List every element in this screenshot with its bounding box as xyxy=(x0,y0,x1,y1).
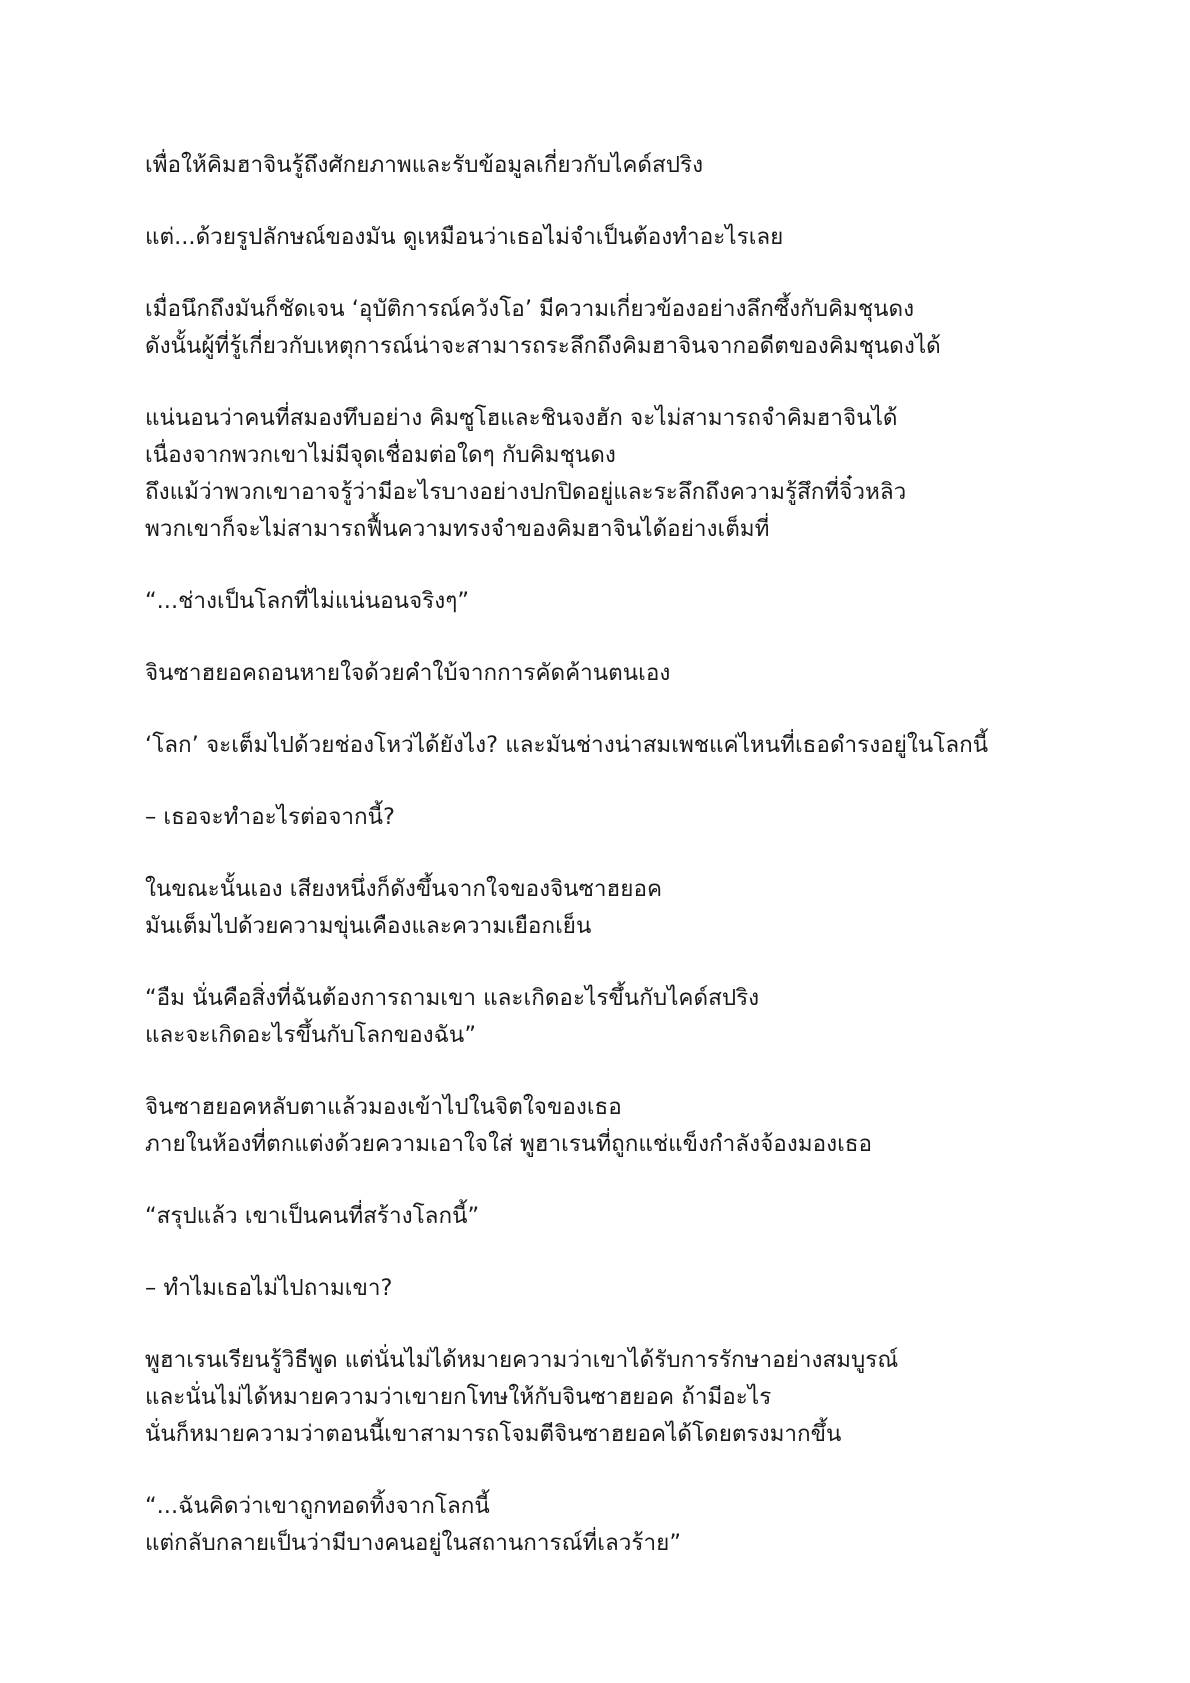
paragraph xyxy=(145,727,1065,764)
text-line: แน่นอนว่าคนที่สมองทึบอย่าง คิมซูโฮและชินจงฮัก จะไม่สามารถจำคิมฮาจินได้ xyxy=(145,405,898,431)
text-line: ในขณะนั้นเอง เสียงหนึ่งก็ดังขึ้นจากใจของจินซาฮยอค xyxy=(145,876,663,902)
document-page xyxy=(145,147,1065,1597)
text-line: มันเต็มไปด้วยความขุ่นเคืองและความเยือกเย็น xyxy=(145,913,592,939)
paragraph xyxy=(145,583,1065,620)
paragraph xyxy=(145,799,1065,836)
text-line: เพื่อให้คิมฮาจินรู้ถึงศักยภาพและรับข้อมูลเกี่ยวกับไคด์สปริง xyxy=(145,152,704,178)
text-line: จินซาฮยอคหลับตาแล้วมองเข้าไปในจิตใจของเธอ xyxy=(145,1094,622,1120)
paragraph xyxy=(145,980,1065,1054)
text-line: แต่...ด้วยรูปลักษณ์ของมัน ดูเหมือนว่าเธอไม่จำเป็นต้องทำอะไรเลย xyxy=(145,224,784,250)
text-line: ภายในห้องที่ตกแต่งด้วยความเอาใจใส่ พูฮาเรนที่ถูกแช่แข็งกำลังจ้องมองเธอ xyxy=(145,1131,873,1157)
paragraph xyxy=(145,1089,1065,1163)
paragraph xyxy=(145,400,1065,548)
paragraph xyxy=(145,655,1065,692)
text-line: แต่กลับกลายเป็นว่ามีบางคนอยู่ในสถานการณ์ที่เลวร้าย” xyxy=(145,1530,681,1556)
text-line: นั่นก็หมายความว่าตอนนี้เขาสามารถโจมตีจินซาฮยอคได้โดยตรงมากขึ้น xyxy=(145,1421,842,1447)
text-line: ‘โลก’ จะเต็มไปด้วยช่องโหว่ได้ยังไง? และมันช่างน่าสมเพชแค่ไหนที่เธอดำรงอยู่ในโลกนี้ xyxy=(145,732,989,758)
text-line: และจะเกิดอะไรขึ้นกับโลกของฉัน” xyxy=(145,1022,476,1048)
paragraph xyxy=(145,1270,1065,1307)
paragraph xyxy=(145,147,1065,184)
paragraph xyxy=(145,1198,1065,1235)
text-line: พูฮาเรนเรียนรู้วิธีพูด แต่นั่นไม่ได้หมายความว่าเขาได้รับการรักษาอย่างสมบูรณ์ xyxy=(145,1347,899,1373)
text-line: “...ช่างเป็นโลกที่ไม่แน่นอนจริงๆ” xyxy=(145,588,469,614)
paragraph xyxy=(145,1488,1065,1562)
paragraph xyxy=(145,871,1065,945)
text-line: เมื่อนึกถึงมันก็ชัดเจน ‘อุบัติการณ์ควังโอ’ มีความเกี่ยวข้องอย่างลึกซึ้งกับคิมชุนดง xyxy=(145,296,915,322)
text-line: – เธอจะทำอะไรต่อจากนี้? xyxy=(145,804,395,830)
text-line: จินซาฮยอคถอนหายใจด้วยคำใบ้จากการคัดค้านตนเอง xyxy=(145,660,671,686)
paragraph xyxy=(145,291,1065,365)
text-line: “สรุปแล้ว เขาเป็นคนที่สร้างโลกนี้” xyxy=(145,1203,480,1229)
text-line: “อืม นั่นคือสิ่งที่ฉันต้องการถามเขา และเกิดอะไรขึ้นกับไคด์สปริง xyxy=(145,985,760,1011)
text-line: – ทำไมเธอไม่ไปถามเขา? xyxy=(145,1275,393,1301)
paragraph xyxy=(145,1342,1065,1453)
text-line: ดังนั้นผู้ที่รู้เกี่ยวกับเหตุการณ์น่าจะสามารถระลึกถึงคิมฮาจินจากอดีตของคิมชุนดงได้ xyxy=(145,333,941,359)
text-line: และนั่นไม่ได้หมายความว่าเขายกโทษให้กับจินซาฮยอค ถ้ามีอะไร xyxy=(145,1384,772,1410)
paragraph xyxy=(145,219,1065,256)
text-line: เนื่องจากพวกเขาไม่มีจุดเชื่อมต่อใดๆ กับคิมชุนดง xyxy=(145,442,616,468)
text-line: พวกเขาก็จะไม่สามารถฟื้นความทรงจำของคิมฮาจินได้อย่างเต็มที่ xyxy=(145,516,770,542)
text-line: ถึงแม้ว่าพวกเขาอาจรู้ว่ามีอะไรบางอย่างปกปิดอยู่และระลึกถึงความรู้สึกที่จิ๋วหลิว xyxy=(145,479,907,505)
text-line: “...ฉันคิดว่าเขาถูกทอดทิ้งจากโลกนี้ xyxy=(145,1493,490,1519)
